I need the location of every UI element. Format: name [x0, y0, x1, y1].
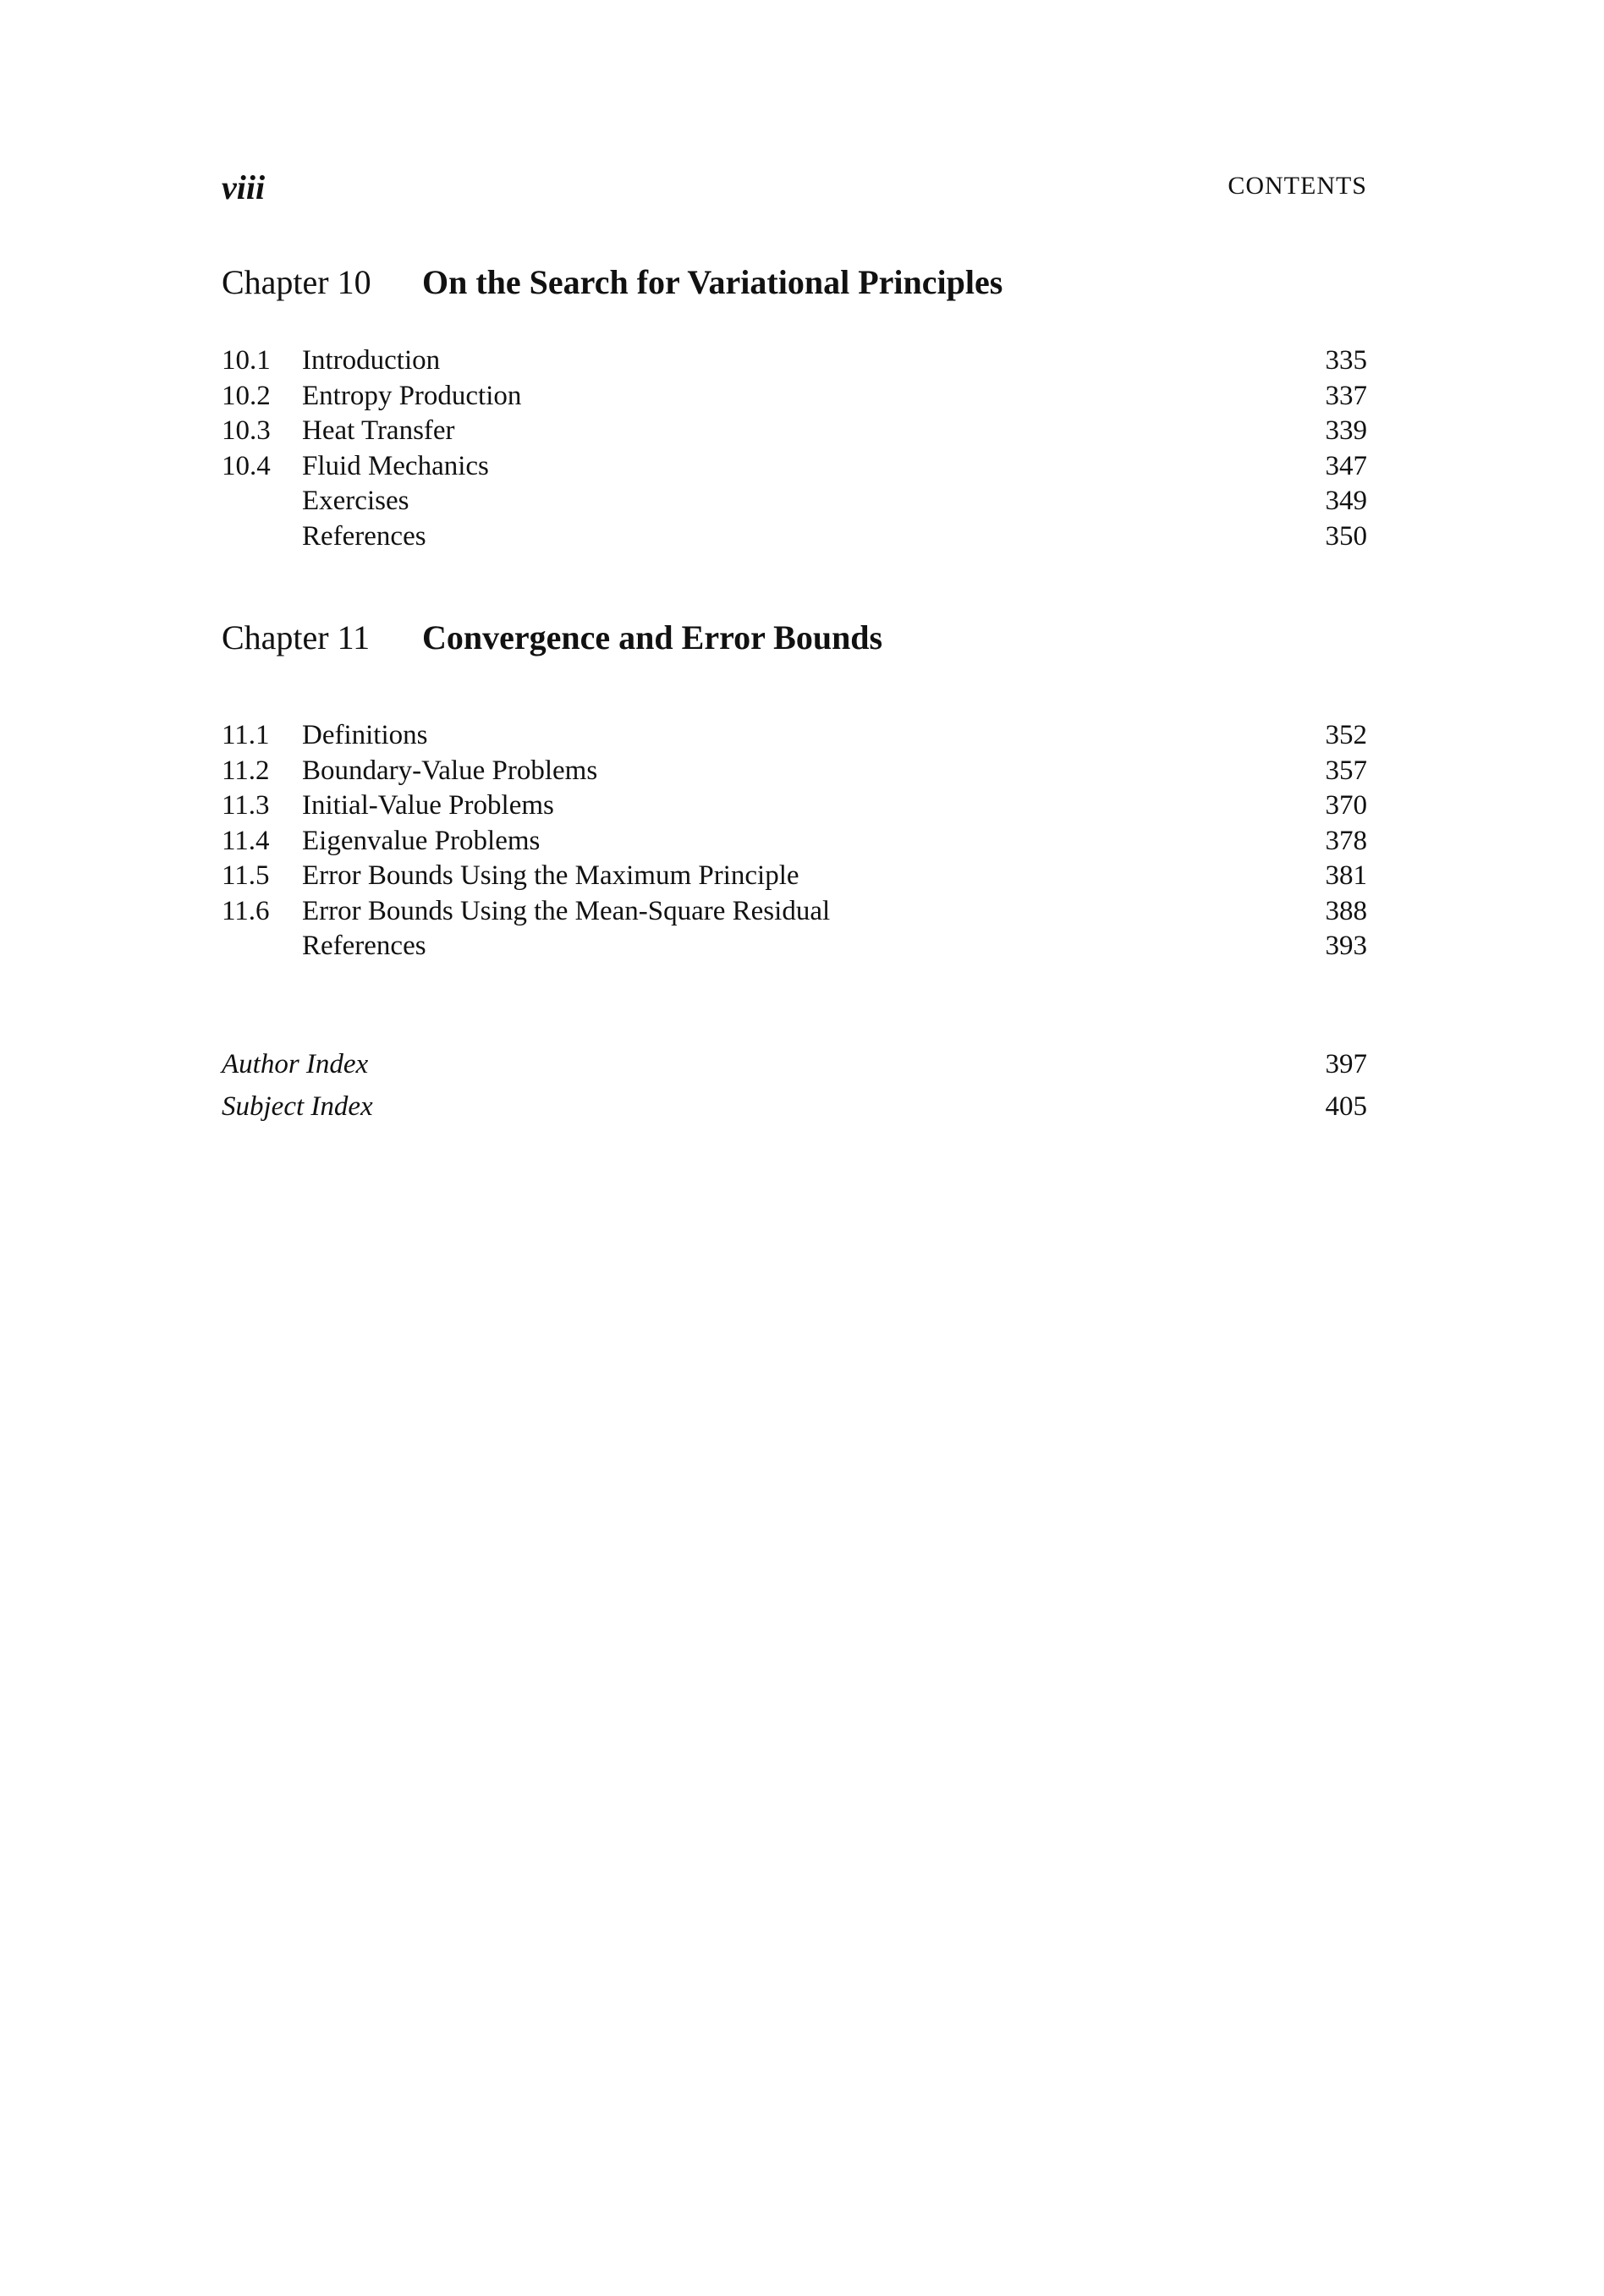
toc-entry[interactable]: [222, 415, 1367, 451]
index-title: Author Index: [222, 1049, 369, 1079]
section-page: 350: [1325, 520, 1367, 552]
section-page: 381: [1325, 860, 1367, 891]
toc-entry[interactable]: [222, 345, 1367, 381]
toc-entry[interactable]: [222, 521, 1367, 557]
toc-entry[interactable]: [222, 720, 1367, 755]
index-entry[interactable]: [222, 1091, 1367, 1134]
section-number: 11.3: [222, 790, 270, 821]
section-page: 393: [1325, 931, 1367, 961]
section-title: References: [302, 931, 426, 961]
page-number: viii: [222, 168, 266, 206]
index-entry[interactable]: [222, 1049, 1367, 1091]
section-title: Initial-Value Problems: [302, 790, 554, 821]
section-title: Error Bounds Using the Mean-Square Residual: [302, 895, 831, 926]
section-title: Boundary-Value Problems: [302, 755, 598, 786]
index-page: 397: [1325, 1049, 1367, 1079]
section-title: Fluid Mechanics: [302, 450, 489, 481]
toc-entry[interactable]: [222, 896, 1367, 931]
section-title: Error Bounds Using the Maximum Principle: [302, 860, 799, 891]
toc-entry[interactable]: [222, 860, 1367, 896]
section-page: 352: [1325, 720, 1367, 750]
toc-entry[interactable]: [222, 826, 1367, 861]
section-number: 10.1: [222, 345, 271, 376]
section-title: Exercises: [302, 486, 409, 516]
section-title: Heat Transfer: [302, 415, 455, 446]
section-title: Entropy Production: [302, 380, 522, 411]
chapter-label: Chapter 10: [222, 263, 371, 301]
section-number: 10.2: [222, 380, 271, 411]
chapter-title: Convergence and Error Bounds: [422, 618, 883, 656]
section-page: 370: [1325, 790, 1367, 821]
toc-list-chapter-11: [222, 720, 1367, 966]
toc-list-chapter-10: [222, 345, 1367, 556]
section-page: 339: [1325, 415, 1367, 446]
toc-entry[interactable]: [222, 931, 1367, 966]
chapter-label: Chapter 11: [222, 618, 371, 656]
chapter-heading: [222, 618, 882, 657]
index-page: 405: [1325, 1091, 1367, 1122]
index-title: Subject Index: [222, 1091, 373, 1122]
toc-entry[interactable]: [222, 486, 1367, 521]
section-title: Eigenvalue Problems: [302, 825, 541, 856]
section-number: 11.2: [222, 755, 270, 786]
running-head: CONTENTS: [1228, 172, 1367, 200]
index-list: [222, 1049, 1367, 1134]
section-page: 378: [1325, 825, 1367, 856]
section-page: 337: [1325, 380, 1367, 411]
chapter-title: On the Search for Variational Principles: [422, 263, 1003, 301]
section-number: 10.4: [222, 450, 271, 481]
section-number: 11.5: [222, 860, 270, 891]
section-page: 357: [1325, 755, 1367, 786]
section-number: 11.4: [222, 825, 270, 856]
section-number: 10.3: [222, 415, 271, 446]
chapter-heading: [222, 262, 1002, 302]
toc-entry[interactable]: [222, 755, 1367, 791]
toc-entry[interactable]: [222, 451, 1367, 486]
section-page: 349: [1325, 486, 1367, 516]
section-page: 388: [1325, 895, 1367, 926]
toc-entry[interactable]: [222, 381, 1367, 416]
section-page: 335: [1325, 345, 1367, 376]
section-number: 11.1: [222, 720, 270, 750]
section-title: References: [302, 520, 426, 552]
section-page: 347: [1325, 450, 1367, 481]
section-title: Introduction: [302, 345, 441, 376]
toc-entry[interactable]: [222, 790, 1367, 826]
section-number: 11.6: [222, 895, 270, 926]
section-title: Definitions: [302, 720, 428, 750]
